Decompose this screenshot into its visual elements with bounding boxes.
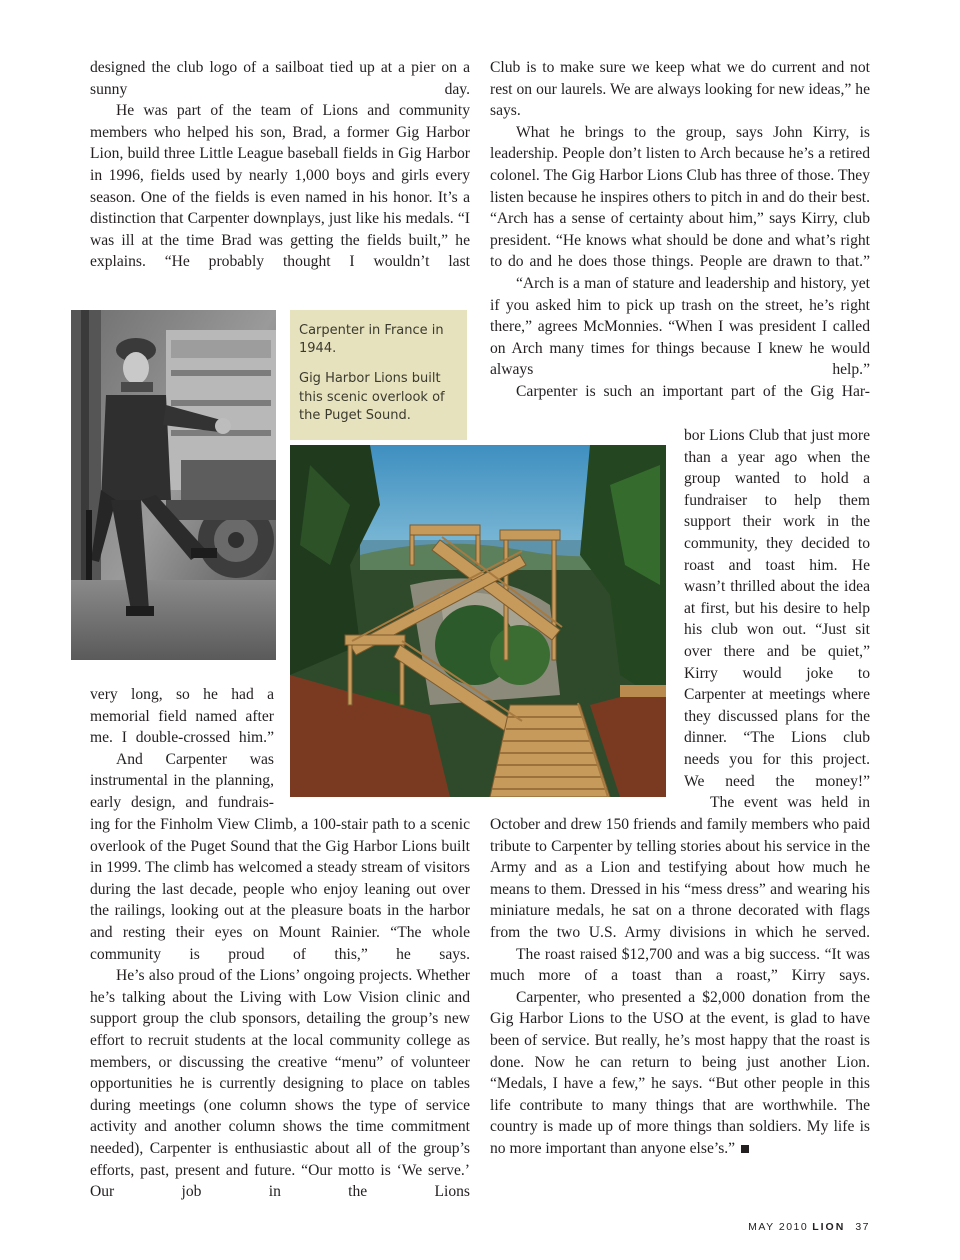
paragraph: October and drew 150 friends and family members who paid tribute to Carpenter by telling stories about his service in the Army and as a Lion and testifying about how much he means to them. Dressed in his “mess dress” and wearing his miniature medals, he sat on a throne decorated with flags from the two U.S. Army divisions in which he served.	[490, 816, 870, 941]
paragraph: Club is to make sure we keep what we do current and not rest on our laurels. We are always looking for new ideas,” he says.	[490, 59, 870, 120]
left-column-bottom	[90, 814, 470, 1203]
footer-issue: MAY 2010	[748, 1221, 809, 1233]
paragraph: He was part of the team of Lions and community members who helped his son, Brad, a former Gig Harbor Lion, build three Little League baseball fields in Gig Harbor in 1996, fields used by nearly 1,000 boys and girls every season. One of the fields is even named in his honor. It’s a distinction that Carpenter downplays, just like his medals. “I was ill at the time Brad was getting the fields built,” he explains. “He probably thought I wouldn’t last	[90, 102, 470, 271]
paragraph: bor Lions Club that just more than a year ago when the group wanted to hold a fundraiser to help them support their work in the community, they decided to roast and toast him. He wasn’t thrilled about the idea at first, but his desire to help his club won out. “Just sit over there and be quiet,” Kirry would joke to Carpenter at meetings where they discussed plans for the dinner. “The Lions club needs you for this project. We need the money!”	[684, 427, 870, 790]
caption-box	[290, 310, 467, 440]
paragraph: “Arch is a man of stature and leadership and history, yet if you asked him to pick up trash on the street, he’s right there,” agrees McMonnies. “When I was president I called on Arch many times for things because I knew he would always help.”	[490, 274, 870, 379]
soldier-photo-image	[71, 310, 276, 660]
page-footer	[748, 1221, 870, 1233]
paragraph: designed the club logo of a sailboat tied up at a pier on a sunny day.	[90, 59, 470, 98]
left-column-middle	[90, 684, 274, 814]
caption-overlook: Gig Harbor Lions built this scenic overlook of the Puget Sound.	[299, 371, 445, 423]
paragraph: The roast raised $12,700 and was a big success. “It was much more of a toast than a roast,” Kirry says.	[490, 945, 870, 985]
right-column-middle	[684, 425, 870, 814]
paragraph: And Carpenter was instrumental in the planning, early design, and fundrais-	[90, 750, 274, 811]
right-column-top	[490, 57, 870, 403]
final-paragraph-text: Carpenter, who presented a $2,000 donation from the Gig Harbor Lions to the USO at the event, is glad to have been of service. But really, he’s most happy that the roast is done. Now he can return to being just another Lion. “Medals, I have a few,” he says. “But other people in this life contribute to many things that are worthwhile. The country is made up of more things than soldiers. My life is no more important than anyone else’s.”	[490, 988, 870, 1157]
paragraph: Carpenter is such an important part of the Gig Har-	[516, 382, 870, 400]
paragraph: The event was held in	[710, 794, 870, 812]
paragraph: ing for the Finholm View Climb, a 100-stair path to a scenic overlook of the Puget Sound that the Gig Harbor Lions built in 1999. The climb has welcomed a steady stream of visitors during the last decade, people who enjoy leaning out over the railings, looking out at the pleasure boats in the harbor and resting their eyes on Mount Rainier. “The whole community is proud of this,” he says.	[90, 816, 470, 963]
paragraph: He’s also proud of the Lions’ ongoing projects. Whether he’s talking about the Living with Low Vision clinic and support group the club sponsors, detailing the group’s new effort to recruit students at the local community college as members, or discussing the creative “menu” of volunteer opportunities he is currently designing to place on tables during meetings (one column shows the type of service activity and another column shows the time commitment needed), Carpenter is enthusiastic about all of the group’s efforts, past, present and future. “Our motto is ‘We serve.’ Our job in the Lions	[90, 967, 470, 1201]
end-mark-icon	[741, 1145, 749, 1153]
left-column-top	[90, 57, 470, 273]
paragraph: What he brings to the group, says John Kirry, is leadership. People don’t listen to Arch because he’s a retired colonel. The Gig Harbor Lions Club has three of those. They listen because he inspires others to pitch in and do their best. “Arch has a sense of certainty about him,” says Kirry, club president. “He knows what should be done and what’s right to do and he does those things. People are drawn to that.”	[490, 123, 870, 271]
right-column-bottom	[490, 814, 870, 1160]
caption-soldier: Carpenter in France in 1944.	[299, 323, 444, 357]
soldier-photo	[71, 310, 276, 660]
overlook-photo-image	[290, 445, 666, 797]
overlook-photo	[290, 445, 666, 797]
paragraph: very long, so he had a memorial field named after me. I double-crossed him.”	[90, 686, 274, 747]
footer-magazine-name: LION	[812, 1221, 846, 1233]
paragraph	[490, 987, 870, 1160]
page-number: 37	[855, 1221, 870, 1233]
